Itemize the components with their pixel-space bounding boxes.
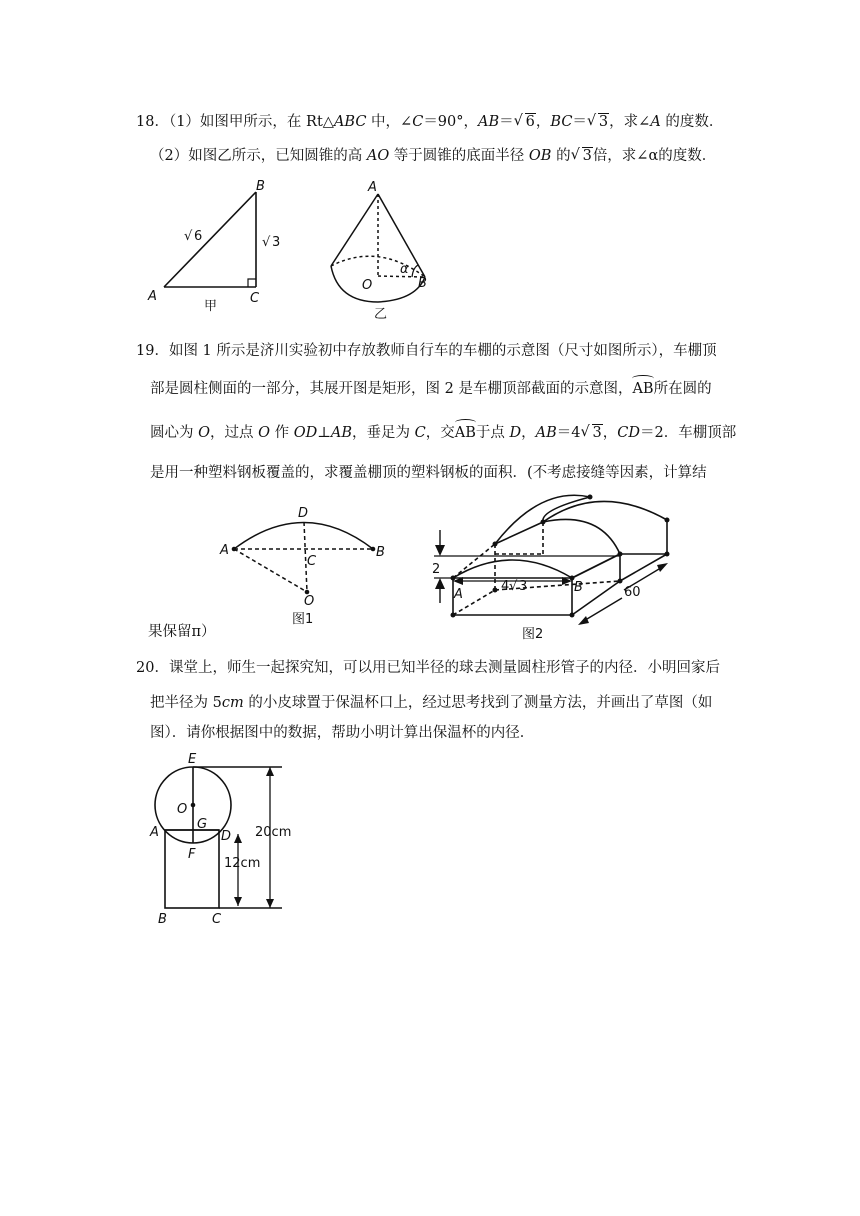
label-20cm: 20cm <box>255 825 292 840</box>
label-O: O <box>304 594 315 609</box>
label-O: O <box>177 802 188 817</box>
label-B: B <box>158 912 167 927</box>
label-A: A <box>454 587 463 602</box>
sqrt-3: √ 3 <box>587 112 609 132</box>
label-C: C <box>307 554 317 569</box>
caption-fig1: 图1 <box>292 612 314 627</box>
label-hyp-value: 6 <box>194 229 203 244</box>
q19-line-1: 19．如图 1 所示是济川实验初中存放教师自行车的车棚的示意图（尺寸如图所示），车棚顶 <box>136 343 717 359</box>
label-B: B <box>574 580 583 595</box>
label-alpha: α <box>400 262 409 277</box>
sqrt-3: √ 3 <box>571 146 593 166</box>
arc-ab: AB <box>632 381 654 397</box>
sqrt-6: √ 6 <box>514 112 536 132</box>
q19-line-4: 是用一种塑料钢板覆盖的，求覆盖棚顶的塑料钢板的面积．(不考虑接缝等因素，计算结 <box>150 465 707 481</box>
q20-line-1: 20．课堂上，师生一起探究知，可以用已知半径的球去测量圆柱形管子的内径．小明回家后 <box>136 660 720 676</box>
label-A: A <box>150 825 159 840</box>
q20-line-3: 图）．请你根据图中的数据，帮助小明计算出保温杯的内径． <box>150 725 535 741</box>
caption-jia: 甲 <box>204 299 218 314</box>
label-D: D <box>221 829 232 844</box>
label-two: 2 <box>432 562 441 577</box>
label-B: B <box>256 179 265 194</box>
label-A: A <box>368 180 377 195</box>
label-hyp-sqrt-symbol: √ <box>184 229 193 244</box>
caption-yi: 乙 <box>374 307 388 322</box>
label-B: B <box>376 545 385 560</box>
label-width-value: 3 <box>519 579 528 594</box>
label-length: 60 <box>624 585 641 600</box>
label-O: O <box>362 278 373 293</box>
label-width-sqrt-symbol: √ <box>509 579 518 594</box>
label-A: A <box>220 543 229 558</box>
q18-line-1: 18．（1）如图甲所示，在 Rt△ABC 中，∠C＝90°，AB＝√ 6，BC＝√ 3，求∠A 的度数． <box>136 112 723 132</box>
sqrt-3: √ 3 <box>581 423 603 443</box>
label-F: F <box>188 847 196 862</box>
label-G: G <box>197 817 208 832</box>
q19-line-3: 圆心为 O，过点 O 作 OD⊥AB，垂足为 C，交AB于点 D，AB＝4√ 3，CD＝2．车棚顶部 <box>150 423 736 443</box>
label-A: A <box>148 289 157 304</box>
label-leg-sqrt-symbol: √ <box>262 235 271 250</box>
cup-rect <box>165 830 219 908</box>
label-D: D <box>298 506 309 521</box>
label-B: B <box>418 276 427 291</box>
label-C: C <box>250 291 260 306</box>
q18-line-2: （2）如图乙所示，已知圆锥的高 AO 等于圆锥的底面半径 OB 的√ 3倍，求∠α的度数． <box>150 146 716 166</box>
q20-line-2: 把半径为 5cm 的小皮球置于保温杯口上，经过思考找到了测量方法，并画出了草图（如 <box>150 695 713 711</box>
q19-line-5: 果保留π） <box>148 624 216 640</box>
label-12cm: 12cm <box>224 856 261 871</box>
label-E: E <box>188 752 197 767</box>
caption-fig2: 图2 <box>522 627 544 642</box>
arc-ab: AB <box>454 425 476 441</box>
label-width-coef: 4 <box>501 579 510 594</box>
q19-line-2: 部是圆柱侧面的一部分，其展开图是矩形，图 2 是车棚顶部截面的示意图，AB所在圆的 <box>150 381 712 397</box>
label-leg-value: 3 <box>272 235 281 250</box>
label-C: C <box>212 912 222 927</box>
